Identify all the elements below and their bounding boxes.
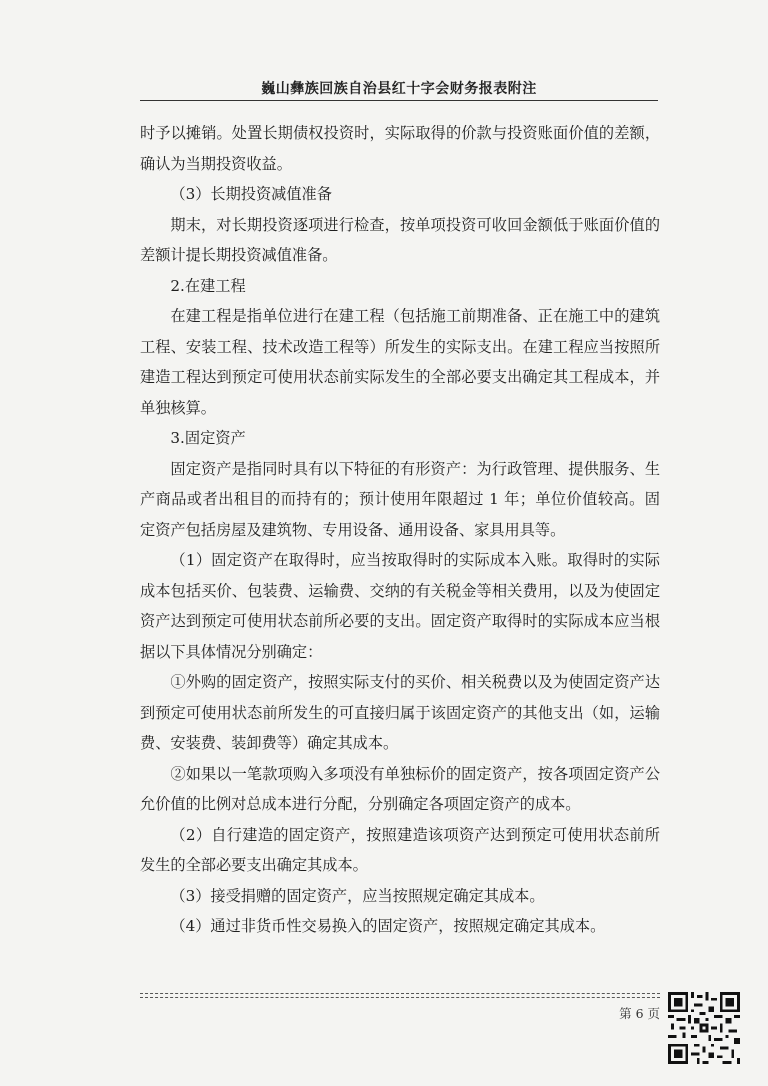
- paragraph-continuation: 时予以摊销。处置长期债权投资时，实际取得的价款与投资账面价值的差额，确认为当期投资收益。: [140, 124, 660, 173]
- page-number: 第 6 页: [619, 1006, 660, 1021]
- heading-construction: 2.在建工程: [170, 276, 246, 295]
- paragraph-fixed-assets-definition: 固定资产是指同时具有以下特征的有形资产：为行政管理、提供服务、生产商品或者出租目的而持有的；预计使用年限超过 1 年；单位价值较高。固定资产包括房屋及建筑物、专用设备、通用设备、家具用具等。: [140, 459, 660, 539]
- paragraph-donated: （3）接受捐赠的固定资产，应当按照规定确定其成本。: [170, 886, 545, 905]
- footer-rule-top: [140, 993, 660, 994]
- header-rule: [140, 100, 658, 101]
- paragraph-nonmonetary-exchange: （4）通过非货币性交易换入的固定资产，按照规定确定其成本。: [170, 917, 606, 935]
- subheading-impairment: （3）长期投资减值准备: [170, 185, 332, 203]
- paragraph-impairment: 期末，对长期投资逐项进行检查，按单项投资可收回金额低于账面价值的差额计提长期投资减值准备。: [140, 215, 660, 264]
- qr-code-icon: [668, 992, 740, 1064]
- paragraph-self-built: （2）自行建造的固定资产，按照建造该项资产达到预定可使用状态前所发生的全部必要支出确定其成本。: [140, 825, 660, 874]
- document-header: 巍山彝族回族自治县红十字会财务报表附注: [261, 81, 537, 97]
- heading-fixed-assets: 3.固定资产: [170, 429, 246, 447]
- paragraph-bundled-purchase: ②如果以一笔款项购入多项没有单独标价的固定资产，按各项固定资产公允价值的比例对总成本进行分配，分别确定各项固定资产的成本。: [140, 764, 660, 813]
- paragraph-construction: 在建工程是指单位进行在建工程（包括施工前期准备、正在施工中的建筑工程、安装工程、技术改造工程等）所发生的实际支出。在建工程应当按照所建造工程达到预定可使用状态前实际发生的全部必要支出确定其工程成本，并单独核算。: [140, 307, 660, 417]
- footer-rule-bottom: [140, 997, 660, 998]
- paragraph-acquisition-cost: （1）固定资产在取得时，应当按取得时的实际成本入账。取得时的实际成本包括买价、包装费、运输费、交纳的有关税金等相关费用，以及为使固定资产达到预定可使用状态前所必要的支出。固定资产取得时的实际成本应当根据以下具体情况分别确定：: [140, 551, 660, 661]
- document-body: [140, 118, 660, 942]
- paragraph-purchased-assets: ①外购的固定资产，按照实际支付的买价、相关税费以及为使固定资产达到预定可使用状态前所发生的可直接归属于该固定资产的其他支出（如，运输费、安装费、装卸费等）确定其成本。: [140, 673, 660, 752]
